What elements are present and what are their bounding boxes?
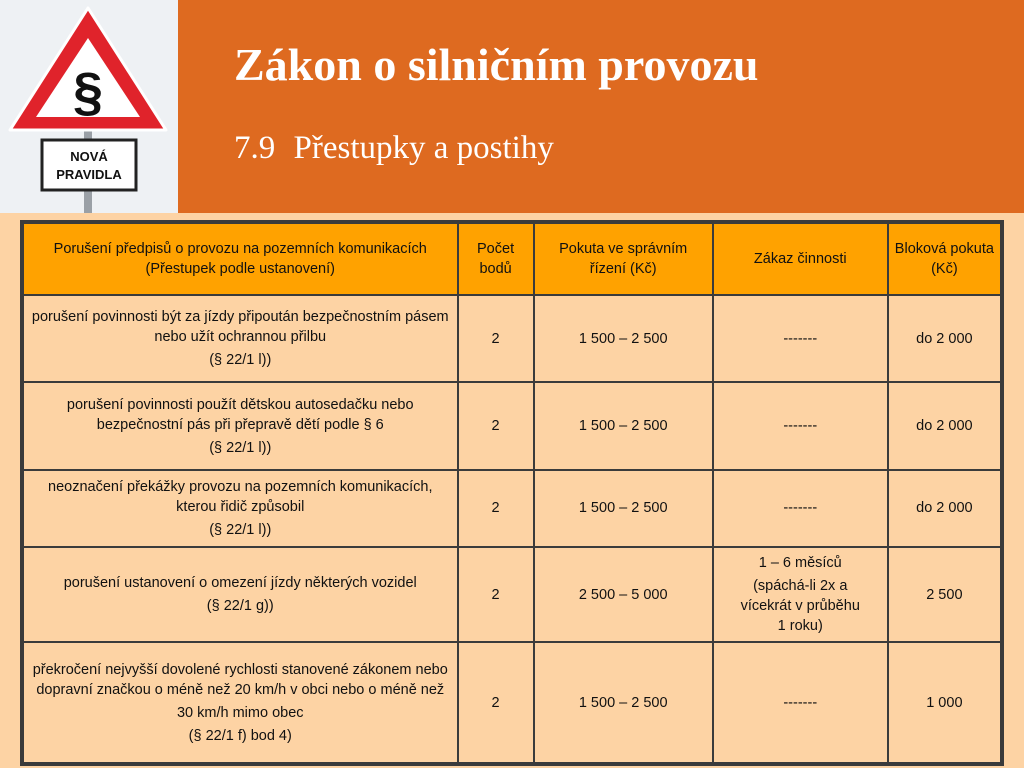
col-header-ban: Zákaz činnosti bbox=[714, 224, 887, 294]
violation-cell: překročení nejvyšší dovolené rychlosti stanovené zákonem nebo dopravní značkou o méně než 20 km/h v obci nebo o méně než 30 km/h mimo obec (§ 22/1 f) bod 4) bbox=[24, 643, 457, 762]
penalties-table bbox=[22, 222, 1002, 764]
sign-label-line1: NOVÁ bbox=[70, 149, 108, 164]
col-header-violation: Porušení předpisů o provozu na pozemních komunikacích (Přestupek podle ustanovení) bbox=[24, 224, 457, 294]
ban-cell: ------- bbox=[714, 383, 887, 468]
block-fine-cell: do 2 000 bbox=[889, 471, 1000, 546]
violation-cell: neoznačení překážky provozu na pozemních komunikacích, kterou řidič způsobil (§ 22/1 l)) bbox=[24, 471, 457, 546]
ban-cell: ------- bbox=[714, 643, 887, 762]
table-row bbox=[24, 471, 1000, 546]
fine-cell: 1 500 – 2 500 bbox=[535, 296, 712, 381]
violation-cell: porušení povinnosti být za jízdy připoután bezpečnostním pásem nebo užít ochrannou přilbu (§ 22/1 l)) bbox=[24, 296, 457, 381]
col-header-block-fine: Bloková pokuta (Kč) bbox=[889, 224, 1000, 294]
table-row bbox=[24, 643, 1000, 762]
sign-label-line2: PRAVIDLA bbox=[56, 167, 122, 182]
table-row bbox=[24, 296, 1000, 381]
violation-cell: porušení ustanovení o omezení jízdy některých vozidel (§ 22/1 g)) bbox=[24, 548, 457, 641]
slide-header bbox=[0, 0, 1024, 213]
table-row bbox=[24, 383, 1000, 468]
page-title: Zákon o silničním provozu bbox=[234, 39, 759, 90]
violation-cell: porušení povinnosti použít dětskou autosedačku nebo bezpečnostní pás při přepravě dětí podle § 6 (§ 22/1 l)) bbox=[24, 383, 457, 468]
page-subtitle bbox=[234, 130, 554, 167]
section-number: 7.9 bbox=[234, 130, 276, 166]
col-header-fine: Pokuta ve správním řízení (Kč) bbox=[535, 224, 712, 294]
table-row bbox=[24, 548, 1000, 641]
ban-cell: ------- bbox=[714, 296, 887, 381]
block-fine-cell: 1 000 bbox=[889, 643, 1000, 762]
paragraph-sign-symbol: § bbox=[72, 62, 104, 122]
fine-cell: 1 500 – 2 500 bbox=[535, 643, 712, 762]
penalties-table-frame bbox=[20, 220, 1004, 766]
fine-cell: 1 500 – 2 500 bbox=[535, 383, 712, 468]
points-cell: 2 bbox=[459, 471, 533, 546]
new-rules-sign-icon bbox=[0, 0, 178, 213]
points-cell: 2 bbox=[459, 548, 533, 641]
fine-cell: 1 500 – 2 500 bbox=[535, 471, 712, 546]
block-fine-cell: do 2 000 bbox=[889, 383, 1000, 468]
block-fine-cell: do 2 000 bbox=[889, 296, 1000, 381]
ban-cell: ------- bbox=[714, 471, 887, 546]
points-cell: 2 bbox=[459, 383, 533, 468]
points-cell: 2 bbox=[459, 643, 533, 762]
points-cell: 2 bbox=[459, 296, 533, 381]
ban-cell: 1 – 6 měsíců (spáchá-li 2x a vícekrát v průběhu 1 roku) bbox=[714, 548, 887, 641]
sign-panel bbox=[0, 0, 178, 213]
fine-cell: 2 500 – 5 000 bbox=[535, 548, 712, 641]
col-header-points: Počet bodů bbox=[459, 224, 533, 294]
section-title: Přestupky a postihy bbox=[293, 130, 554, 166]
block-fine-cell: 2 500 bbox=[889, 548, 1000, 641]
